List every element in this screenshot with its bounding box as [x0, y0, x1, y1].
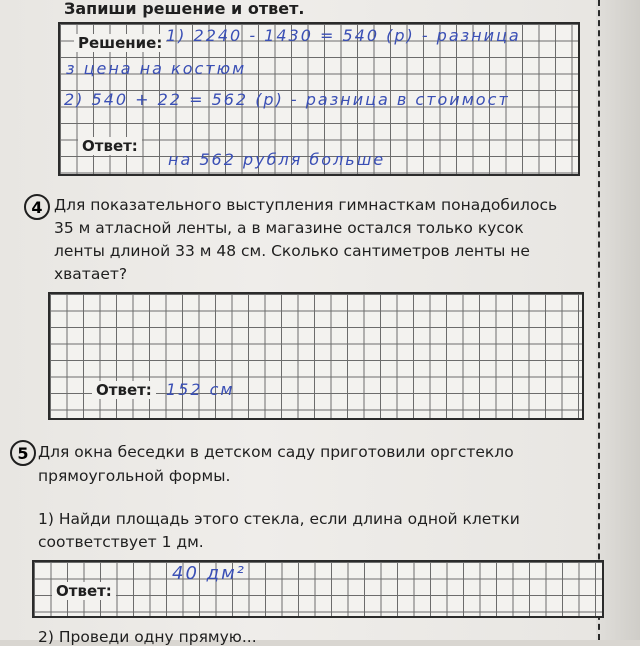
task5-answer-grid: [32, 560, 604, 618]
task4-line2: 35 м атласной ленты, а в магазине остался только кусок: [54, 219, 524, 237]
task3-hand-line3: 2) 540 + 22 = 562 (р) - разница в стоимост: [64, 90, 510, 109]
cut-line: [598, 0, 600, 640]
task5-hand-answer: 40 дм²: [172, 563, 246, 584]
task4-number-circle: [24, 194, 50, 220]
task3-answer-label: Ответ:: [78, 137, 142, 155]
task3-hand-answer: на 562 рубля больше: [168, 150, 386, 169]
instruction-text: Запиши решение и ответ.: [64, 0, 305, 18]
task3-hand-line2: з цена на костюм: [66, 59, 247, 78]
task3-hand-line1: 1) 2240 - 1430 = 540 (р) - разница: [166, 26, 521, 45]
task5-next-line: 2) Проведи одну прямую...: [38, 628, 257, 646]
task5-line1: Для окна беседки в детском саду приготовили оргстекло: [38, 443, 514, 461]
task4-hand-answer: 152 см: [166, 380, 235, 399]
task5-line2: прямоугольной формы.: [38, 467, 231, 485]
task5-sub1-line2: соответствует 1 дм.: [38, 533, 204, 551]
page-spine: [596, 0, 640, 640]
task5-sub1-line1: 1) Найди площадь этого стекла, если длина одной клетки: [38, 510, 520, 528]
task4-line3: ленты длиной 33 м 48 см. Сколько сантиметров ленты не: [54, 242, 530, 260]
task4-number: 4: [31, 197, 43, 217]
task3-solution-label: Решение:: [74, 34, 166, 52]
task4-solution-grid: [48, 292, 584, 420]
task4-answer-label: Ответ:: [92, 381, 156, 399]
task5-number: 5: [17, 443, 29, 463]
task4-line1: Для показательного выступления гимнасткам понадобилось: [54, 196, 558, 214]
task5-answer-label: Ответ:: [52, 582, 116, 600]
task5-number-circle: [10, 440, 36, 466]
task4-line4: хватает?: [54, 265, 128, 283]
